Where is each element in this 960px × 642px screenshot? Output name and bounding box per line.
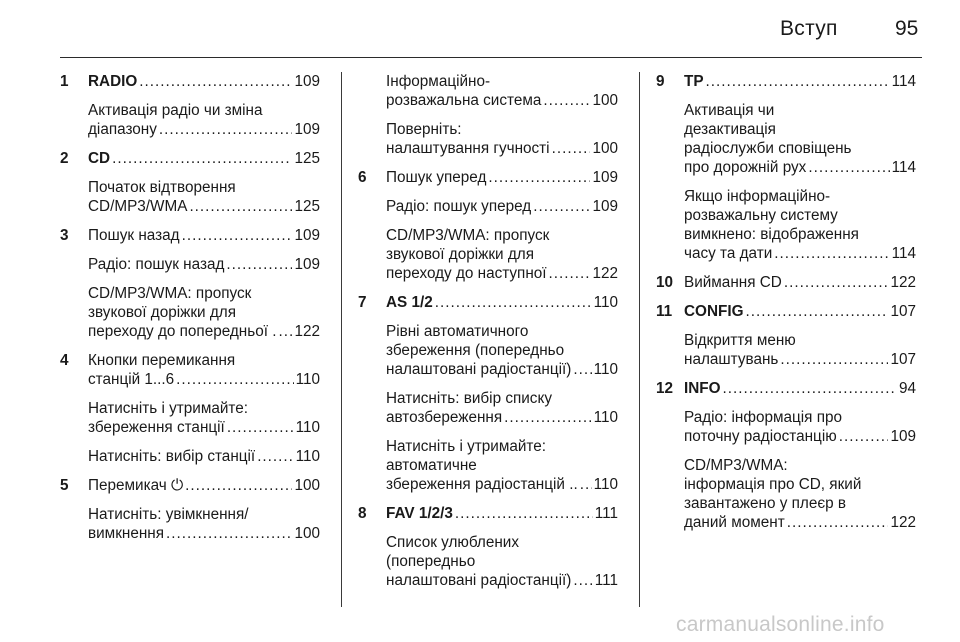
entry-page-number: 109 [890, 428, 916, 445]
entry-label: збереження радіостанцій .. [386, 476, 578, 493]
entry-number: 4 [60, 352, 69, 369]
dot-leader [787, 513, 889, 532]
entry-text-line: завантажено у плеєр в [684, 495, 847, 512]
entry-page-number: 110 [295, 448, 320, 465]
entry-line [386, 139, 618, 158]
entry-label: CONFIG [684, 303, 744, 320]
entry-line [684, 302, 916, 321]
dot-leader [723, 379, 897, 398]
entry-number: 10 [656, 274, 674, 291]
index-entry [656, 273, 916, 292]
entry-page-number: 109 [294, 73, 320, 90]
entry-page-number: 122 [890, 514, 916, 531]
index-entry [60, 447, 320, 466]
dot-leader [580, 475, 592, 494]
dot-leader [774, 244, 889, 263]
entry-page-number: 107 [890, 303, 916, 320]
entry-line [684, 513, 916, 532]
index-entry [60, 476, 320, 495]
entry-label: налаштовані радіостанції) [386, 361, 572, 378]
entry-label: Перемикач ⏻ [88, 477, 184, 494]
dot-leader [504, 408, 591, 427]
entry-label: AS 1/2 [386, 294, 433, 311]
entry-page-number: 100 [294, 525, 320, 542]
entry-number: 6 [358, 169, 367, 186]
page-title: Вступ [780, 17, 838, 40]
entry-page-number: 122 [890, 274, 916, 291]
entry-text-line: Активація радіо чи зміна [88, 102, 263, 119]
index-entry [358, 120, 618, 158]
dot-leader [784, 273, 889, 292]
entry-page-number: 110 [593, 361, 618, 378]
entry-number: 7 [358, 294, 367, 311]
entry-page-number: 100 [592, 92, 618, 109]
entry-text-line: вимкнено: відображення [684, 226, 859, 243]
entry-page-number: 114 [891, 245, 916, 262]
entry-text-line: дезактивація [684, 121, 776, 138]
dot-leader [257, 447, 293, 466]
entry-text-line: Натисніть: увімкнення/ [88, 506, 249, 523]
entry-text-line: CD/MP3/WMA: пропуск [88, 285, 252, 302]
entry-line [88, 197, 320, 216]
entry-page-number: 125 [294, 150, 320, 167]
dot-leader [706, 72, 890, 91]
entry-text-line: Відкриття меню [684, 332, 796, 349]
dot-leader [839, 427, 889, 446]
dot-leader [808, 158, 889, 177]
entry-label: налаштовані радіостанції) [386, 572, 572, 589]
entry-label: Пошук назад [88, 227, 180, 244]
index-entry [358, 504, 618, 523]
entry-label: FAV 1/2/3 [386, 505, 453, 522]
index-entry [60, 284, 320, 341]
entry-text-line: Натисніть: вибір списку [386, 390, 552, 407]
index-entry [656, 302, 916, 321]
entry-number: 3 [60, 227, 69, 244]
entry-line [386, 293, 618, 312]
entry-line [88, 418, 320, 437]
entry-label: TP [684, 73, 704, 90]
entry-text-line: радіослужби сповіщень [684, 140, 852, 157]
entry-page-number: 109 [294, 256, 320, 273]
dot-leader [573, 360, 591, 379]
entry-label: налаштувань [684, 351, 779, 368]
index-entry [60, 149, 320, 168]
dot-leader [227, 418, 294, 437]
entry-text-line: CD/MP3/WMA: пропуск [386, 227, 550, 244]
entry-line [88, 322, 320, 341]
entry-line [386, 91, 618, 110]
page-number: 95 [895, 17, 919, 40]
dot-leader [166, 524, 292, 543]
entry-page-number: 114 [891, 73, 916, 90]
entry-page-number: 114 [891, 159, 916, 176]
entry-text-line: (попередньо [386, 553, 476, 570]
entry-text-line: Радіо: інформація про [684, 409, 842, 426]
index-entry [60, 101, 320, 139]
entry-text-line: Якщо інформаційно- [684, 188, 831, 205]
entry-text-line: Поверніть: [386, 121, 462, 138]
entry-line [684, 379, 916, 398]
index-entry [656, 379, 916, 398]
entry-page-number: 125 [294, 198, 320, 215]
entry-label: Натисніть: вибір станції [88, 448, 256, 465]
entry-text-line: CD/MP3/WMA: [684, 457, 788, 474]
entry-line [88, 447, 320, 466]
entry-text-line: звукової доріжки для [88, 304, 236, 321]
dot-leader [226, 255, 292, 274]
entry-page-number: 122 [294, 323, 320, 340]
entry-line [386, 571, 618, 590]
entry-page-number: 107 [890, 351, 916, 368]
index-entry [358, 389, 618, 427]
entry-page-number: 109 [592, 198, 618, 215]
entry-label: Радіо: пошук назад [88, 256, 225, 273]
dot-leader [279, 322, 293, 341]
entry-label: розважальна система [386, 92, 542, 109]
entry-number: 5 [60, 477, 69, 494]
dot-leader [455, 504, 593, 523]
index-entry [656, 72, 916, 91]
dot-leader [182, 226, 293, 245]
index-column-3 [656, 72, 916, 542]
entry-number: 9 [656, 73, 665, 90]
entry-label: вимкнення [88, 525, 165, 542]
entry-text-line: розважальну систему [684, 207, 838, 224]
entry-label: налаштування гучності [386, 140, 550, 157]
index-entry [656, 456, 916, 532]
entry-line [386, 475, 618, 494]
index-entry [60, 72, 320, 91]
entry-line [684, 244, 916, 263]
entry-page-number: 110 [593, 409, 618, 426]
index-entry [358, 72, 618, 110]
entry-number: 11 [656, 303, 673, 320]
entry-line [386, 168, 618, 187]
index-entry [358, 197, 618, 216]
dot-leader [488, 168, 590, 187]
entry-label: INFO [684, 380, 721, 397]
dot-leader [159, 120, 293, 139]
entry-label: Виймання CD [684, 274, 782, 291]
entry-label: поточну радіостанцію [684, 428, 837, 445]
dot-leader [549, 264, 591, 283]
entry-line [386, 408, 618, 427]
entry-page-number: 94 [898, 380, 916, 397]
entry-text-line: звукової доріжки для [386, 246, 534, 263]
entry-line [88, 524, 320, 543]
dot-leader [189, 197, 292, 216]
dot-leader [552, 139, 591, 158]
index-entry [656, 187, 916, 263]
index-column-1 [60, 72, 320, 553]
dot-leader [435, 293, 592, 312]
index-entry [358, 533, 618, 590]
entry-label: Радіо: пошук уперед [386, 198, 532, 215]
index-entry [60, 255, 320, 274]
entry-page-number: 122 [592, 265, 618, 282]
entry-line [88, 72, 320, 91]
entry-line [88, 149, 320, 168]
dot-leader [176, 370, 293, 389]
entry-label: RADIO [88, 73, 138, 90]
entry-number: 1 [60, 73, 69, 90]
entry-page-number: 100 [294, 477, 320, 494]
index-entry [60, 351, 320, 389]
entry-page-number: 110 [593, 476, 618, 493]
entry-text-line: збереження (попередньо [386, 342, 565, 359]
entry-label: даний момент [684, 514, 785, 531]
index-entry [358, 437, 618, 494]
entry-label: про дорожній рух [684, 159, 807, 176]
entry-line [88, 476, 320, 495]
entry-label: CD/MP3/WMA [88, 198, 188, 215]
entry-text-line: Початок відтворення [88, 179, 236, 196]
entry-label: збереження станції [88, 419, 225, 436]
dot-leader [185, 476, 292, 495]
entry-page-number: 110 [593, 294, 618, 311]
entry-label: Пошук уперед [386, 169, 487, 186]
index-entry [358, 168, 618, 187]
dot-leader [533, 197, 590, 216]
entry-page-number: 109 [294, 227, 320, 244]
entry-line [386, 360, 618, 379]
entry-text-line: автоматичне [386, 457, 477, 474]
entry-text-line: Натисніть і утримайте: [386, 438, 547, 455]
entry-label: CD [88, 150, 111, 167]
entry-number: 8 [358, 505, 367, 522]
entry-label: переходу до попередньої . [88, 323, 277, 340]
entry-line [88, 370, 320, 389]
index-entry [358, 293, 618, 312]
index-entry [60, 226, 320, 245]
index-entry [60, 505, 320, 543]
dot-leader [112, 149, 292, 168]
entry-text-line: Активація чи [684, 102, 775, 119]
entry-line [386, 197, 618, 216]
entry-line [684, 427, 916, 446]
dot-leader [573, 571, 592, 590]
entry-line [684, 158, 916, 177]
dot-leader [780, 350, 888, 369]
entry-page-number: 110 [295, 419, 320, 436]
entry-text-line: Список улюблених [386, 534, 520, 551]
index-entry [358, 322, 618, 379]
column-divider-1 [341, 72, 342, 607]
entry-label: діапазону [88, 121, 157, 138]
index-entry [656, 331, 916, 369]
index-entry [60, 399, 320, 437]
entry-page-number: 100 [592, 140, 618, 157]
entry-line [386, 264, 618, 283]
entry-label: автозбереження [386, 409, 503, 426]
dot-leader [543, 91, 590, 110]
column-divider-2 [639, 72, 640, 607]
entry-page-number: 109 [592, 169, 618, 186]
entry-text-line: Інформаційно- [386, 73, 491, 90]
index-column-2 [358, 72, 618, 600]
entry-text-line: Натисніть і утримайте: [88, 400, 249, 417]
entry-page-number: 109 [294, 121, 320, 138]
entry-line [386, 504, 618, 523]
entry-line [88, 226, 320, 245]
entry-line [684, 350, 916, 369]
index-entry [60, 178, 320, 216]
header-divider [60, 57, 922, 58]
entry-text-line: Рівні автоматичного [386, 323, 529, 340]
entry-text-line: інформація про CD, який [684, 476, 862, 493]
entry-number: 2 [60, 150, 69, 167]
entry-line [684, 273, 916, 292]
index-entry [656, 101, 916, 177]
entry-text-line: Кнопки перемикання [88, 352, 236, 369]
dot-leader [746, 302, 889, 321]
index-entry [656, 408, 916, 446]
entry-line [88, 255, 320, 274]
entry-label: переходу до наступної [386, 265, 547, 282]
entry-page-number: 110 [295, 371, 320, 388]
watermark: carmanualsonline.info [676, 613, 885, 636]
entry-label: станцій 1...6 [88, 371, 175, 388]
index-entry [358, 226, 618, 283]
entry-page-number: 111 [594, 505, 618, 522]
entry-label: часу та дати [684, 245, 773, 262]
entry-number: 12 [656, 380, 674, 397]
entry-line [684, 72, 916, 91]
entry-line [88, 120, 320, 139]
dot-leader [139, 72, 292, 91]
entry-page-number: 111 [594, 572, 618, 589]
